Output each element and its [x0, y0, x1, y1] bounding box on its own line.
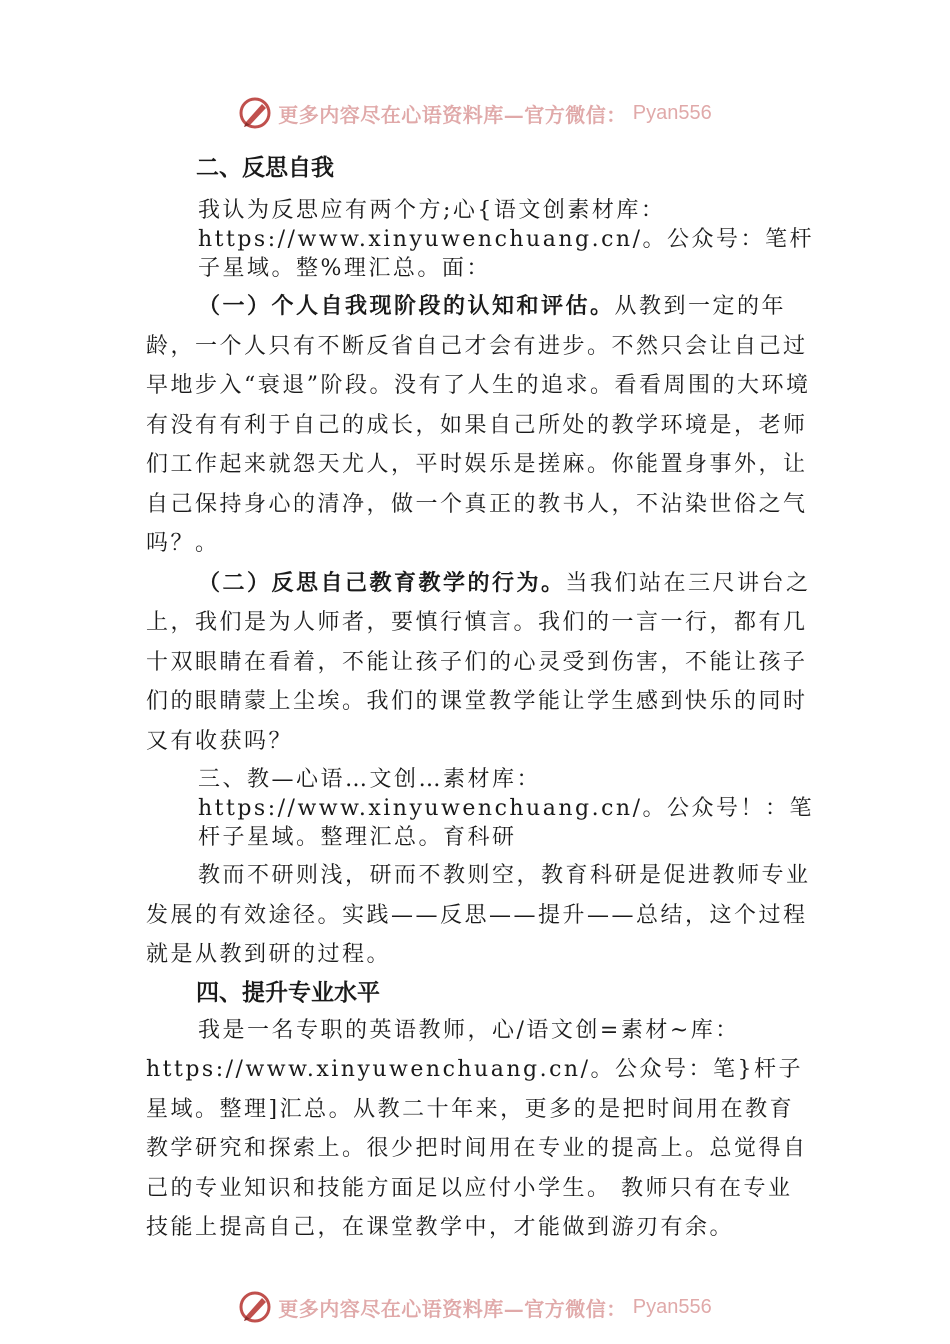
watermark-id: Pyan556 — [632, 101, 712, 124]
paragraph-lead: （一）个人自我现阶段的认知和评估。 — [198, 293, 615, 319]
watermark-id: Pyan556 — [632, 1295, 712, 1318]
section-2-intro: 我认为反思应有两个方;心{语文创素材库：https://www.xinyuwenchuang.cn/。公众号：笔杆子星域。整%理汇总。面： — [198, 198, 814, 281]
section-4-paragraph: 我是一名专职的英语教师，心/语文创=素材~库：https://www.xinyuwenchuang.cn/。公众号：笔}杆子星域。整理]汇总。从教二十年来，更多的是把时间用在教育教学研究和探索上。很少把时间用在专业的提高上。总觉得自己的专业知识和技能方面足以应付小学生。 教师只有在专业技能上提高自己，在课堂教学中，才能做到游刃有余。 — [146, 1017, 808, 1240]
document-body — [146, 150, 816, 1248]
section-heading-2: 二、反思自我 — [196, 155, 334, 181]
paragraph-body: 从教到一定的年龄，一个人只有不断反省自己才会有进步。不然只会让自己过早地步入“衰退”阶段。没有了人生的追求。看看周围的大环境有没有有利于自己的成长，如果自己所处的教学环境是，老师们工作起来就怨天尤人，平时娱乐是搓麻。你能置身事外，让自己保持身心的清净，做一个真正的教书人，不沾染世俗之气吗？。 — [146, 294, 811, 556]
section-3-paragraph: 教而不研则浅，研而不教则空，教育科研是促进教师专业发展的有效途径。实践——反思——提升——总结，这个过程就是从教到研的过程。 — [146, 863, 811, 967]
watermark-text: 更多内容尽在心语资料库—官方微信： — [278, 102, 627, 127]
paragraph-lead: （二）反思自己教育教学的行为。 — [198, 569, 566, 596]
watermark-footer — [0, 1290, 950, 1324]
section-2-paragraph-2 — [146, 564, 816, 762]
section-heading-3: 三、教—心语…文创…素材库：https://www.xinyuwenchuang.cn/。公众号！：笔杆子星域。整理汇总。育科研 — [198, 767, 814, 850]
pen-logo-icon — [238, 1290, 272, 1324]
paragraph-body: 当我们站在三尺讲台之上，我们是为人师者，要慎行慎言。我们的一言一行，都有几十双眼睛在看着，不能让孩子们的心灵受到伤害，不能让孩子们的眼睛蒙上尘埃。我们的课堂教学能让学生感到快乐的同时又有收获吗？ — [146, 570, 811, 754]
watermark-text: 更多内容尽在心语资料库—官方微信： — [278, 1296, 627, 1321]
section-2-paragraph-1 — [146, 287, 816, 564]
pen-logo-icon — [238, 96, 272, 130]
watermark-header — [0, 96, 950, 130]
section-heading-4: 四、提升专业水平 — [196, 979, 380, 1006]
